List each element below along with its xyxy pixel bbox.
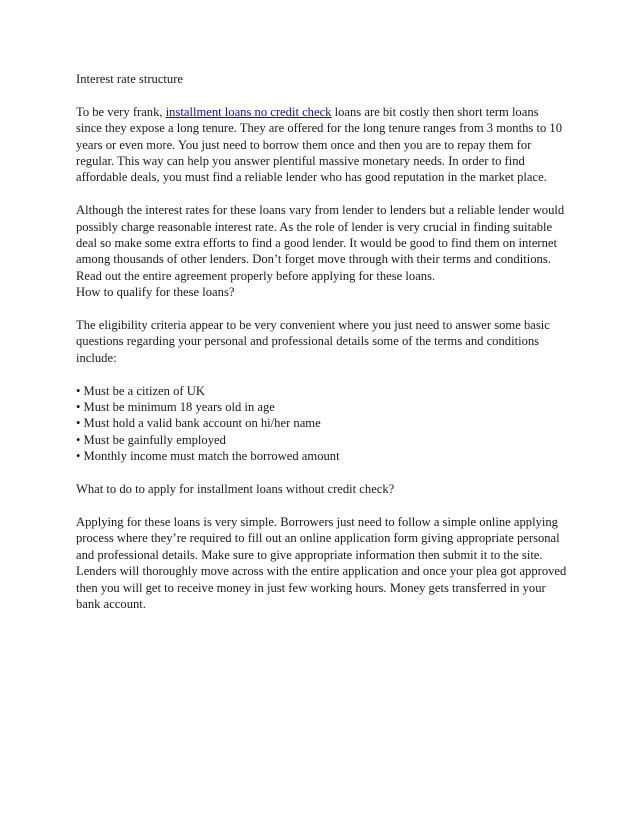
eligibility-line: include: — [76, 350, 117, 365]
intro-line: since they expose a long tenure. They are offered for the long tenure ranges from 3 months to 10 — [76, 121, 562, 136]
intro-paragraph — [76, 104, 578, 186]
apply-question: What to do to apply for installment loans without credit check? — [76, 482, 395, 497]
criteria-item: • Must be gainfully employed — [76, 432, 226, 447]
criteria-list — [76, 383, 578, 465]
apply-line: Applying for these loans is very simple. Borrowers just need to follow a simple online applying — [76, 514, 558, 529]
intro-line: years or even more. You just need to borrow them once and then you are to repay them for — [76, 137, 532, 152]
criteria-item: • Must be minimum 18 years old in age — [76, 400, 275, 415]
apply-line: process where they’re required to fill out an online application form giving appropriate personal — [76, 531, 560, 546]
lender-paragraph — [76, 202, 578, 300]
intro-line-1: To be very frank, installment loans no credit check loans are bit costly then short term loans — [76, 104, 539, 119]
intro-line: affordable deals, you must find a reliable lender who has good reputation in the market place. — [76, 170, 547, 185]
apply-line: and professional details. Make sure to give appropriate information then submit it to the site. — [76, 547, 543, 562]
apply-paragraph — [76, 514, 578, 612]
lender-line: deal so make some extra efforts to find a good lender. It would be good to find them on internet — [76, 236, 558, 251]
section-heading-interest-rate: Interest rate structure — [76, 72, 183, 86]
criteria-item: • Must be a citizen of UK — [76, 383, 205, 398]
eligibility-line: The eligibility criteria appear to be very convenient where you just need to answer some basic — [76, 318, 550, 333]
lender-line: among thousands of other lenders. Don’t forget move through with their terms and conditions. — [76, 252, 551, 267]
apply-line: then you will get to receive money in just few working hours. Money gets transferred in your — [76, 580, 546, 595]
eligibility-line: questions regarding your personal and professional details some of the terms and conditions — [76, 334, 540, 349]
apply-line: bank account. — [76, 596, 146, 611]
qualify-question: How to qualify for these loans? — [76, 285, 235, 300]
criteria-item: • Must hold a valid bank account on hi/her name — [76, 416, 321, 431]
lender-line: Although the interest rates for these loans vary from lender to lenders but a reliable lender would — [76, 203, 565, 218]
lender-line: Read out the entire agreement properly before applying for these loans. — [76, 268, 436, 283]
apply-line: Lenders will thoroughly move across with the entire application and once your plea got approved — [76, 564, 567, 579]
installment-loans-link[interactable]: installment loans no credit check — [165, 104, 332, 119]
lender-line: possibly charge reasonable interest rate. As the role of lender is very crucial in finding suitable — [76, 219, 553, 234]
eligibility-paragraph — [76, 317, 578, 366]
criteria-item: • Monthly income must match the borrowed amount — [76, 449, 340, 464]
intro-line: regular. This way can help you answer plentiful massive monetary needs. In order to find — [76, 154, 525, 169]
